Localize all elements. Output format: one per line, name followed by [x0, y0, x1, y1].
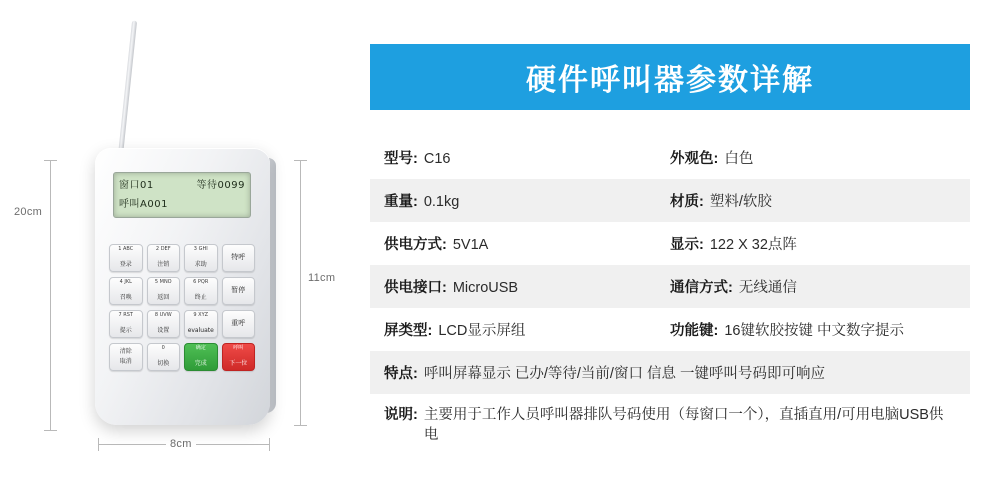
key-9-bottom: evaluate — [187, 327, 214, 334]
screen-window-label: 窗口01 — [119, 180, 154, 191]
spec-value: 塑料/软胶 — [709, 193, 772, 210]
key-6-top: 6 PQR — [193, 279, 209, 285]
key-2-bottom: 注销 — [157, 261, 170, 268]
key-call-top: 呼叫 — [233, 345, 244, 351]
spec-row — [370, 351, 970, 394]
key-8-bottom: 设置 — [157, 327, 170, 334]
spec-row — [370, 222, 970, 265]
key-clear-bottom: 取消 — [119, 358, 132, 365]
key-2[interactable] — [147, 244, 181, 272]
key-5-top: 5 MNO — [154, 279, 172, 285]
spec-title-banner: 硬件呼叫器参数详解 — [370, 44, 970, 110]
spec-value: 呼叫屏幕显示 已办/等待/当前/窗口 信息 一键呼叫号码即可响应 — [423, 365, 826, 382]
height-dimension-line — [50, 160, 51, 430]
spec-value: C16 — [423, 150, 451, 167]
spec-cell-communication — [670, 276, 956, 298]
key-pause-label: 暂停 — [231, 286, 246, 294]
body-height-dimension-tick-top — [294, 160, 307, 161]
device-lcd-screen — [113, 172, 251, 218]
key-4-bottom: 召唤 — [119, 294, 132, 301]
key-3[interactable] — [184, 244, 218, 272]
screen-line-2: 呼叫A001 — [119, 199, 168, 210]
key-call-bottom: 下一位 — [229, 360, 248, 367]
height-dimension-label: 20cm — [14, 206, 43, 218]
spec-cell-color — [670, 147, 956, 169]
spec-cell-screen-type — [384, 319, 670, 341]
key-special-call[interactable] — [222, 244, 256, 272]
key-7-bottom: 提示 — [119, 327, 132, 334]
key-3-bottom: 求助 — [194, 261, 207, 268]
screen-waiting-label: 等待0099 — [196, 180, 245, 191]
spec-row — [370, 136, 970, 179]
height-dimension-tick-top — [44, 160, 57, 161]
spec-value: 16键软胶按键 中文数字提示 — [724, 322, 904, 339]
key-0-bottom: 切换 — [157, 360, 170, 367]
key-7[interactable] — [109, 310, 143, 338]
spec-value: 5V1A — [452, 236, 489, 253]
key-call[interactable] — [222, 343, 256, 371]
spec-value: 主要用于工作人员呼叫器排队号码使用（每窗口一个），直插直用/可用电脑USB供电 — [423, 407, 944, 443]
spec-cell-material — [670, 190, 956, 212]
height-dimension-tick-bottom — [44, 430, 57, 431]
spec-cell-features — [384, 362, 956, 384]
key-recall-label: 重呼 — [231, 319, 246, 327]
spec-value: 无线通信 — [738, 279, 797, 296]
width-dimension-tick-left — [98, 438, 99, 451]
spec-key: 重量: — [384, 193, 418, 210]
spec-row — [370, 308, 970, 351]
spec-key: 显示: — [670, 236, 704, 253]
key-1-bottom: 登录 — [119, 261, 132, 268]
spec-key: 外观色: — [670, 150, 719, 167]
body-height-dimension-label: 11cm — [308, 272, 336, 284]
spec-value: MicroUSB — [452, 279, 519, 296]
key-1-top: 1 ABC — [118, 246, 134, 252]
spec-cell-weight — [384, 190, 670, 212]
key-confirm-bottom: 完成 — [194, 360, 207, 367]
key-8-top: 8 UVW — [154, 312, 172, 318]
spec-key: 型号: — [384, 150, 418, 167]
spec-key: 屏类型: — [384, 322, 433, 339]
spec-cell-function-keys — [670, 319, 956, 341]
spec-cell-description — [384, 403, 956, 445]
key-6[interactable] — [184, 277, 218, 305]
key-recall[interactable] — [222, 310, 256, 338]
spec-cell-power-port — [384, 276, 670, 298]
key-7-top: 7 RST — [118, 312, 133, 318]
spec-value: 122 X 32点阵 — [709, 236, 797, 253]
spec-value: LCD显示屏组 — [438, 322, 526, 339]
spec-key: 功能键: — [670, 322, 719, 339]
spec-value: 白色 — [724, 150, 754, 167]
width-dimension-label: 8cm — [166, 438, 196, 450]
width-dimension-tick-right — [269, 438, 270, 451]
spec-key: 材质: — [670, 193, 704, 210]
key-3-top: 3 GHI — [193, 246, 208, 252]
spec-cell-display — [670, 233, 956, 255]
spec-row — [370, 265, 970, 308]
spec-key: 通信方式: — [670, 279, 733, 296]
device-keypad[interactable] — [109, 244, 255, 371]
key-clear[interactable] — [109, 343, 143, 371]
key-9-top: 9 XYZ — [193, 312, 209, 318]
spec-key: 供电方式: — [384, 236, 447, 253]
key-4-top: 4 JKL — [119, 279, 132, 285]
key-1[interactable] — [109, 244, 143, 272]
body-height-dimension-line — [300, 160, 301, 425]
antenna — [118, 20, 137, 155]
spec-row — [370, 394, 970, 454]
key-special-call-label: 特呼 — [231, 253, 246, 261]
spec-table — [370, 136, 970, 454]
spec-cell-model — [384, 147, 670, 169]
key-2-top: 2 DEF — [155, 246, 171, 252]
spec-key: 供电接口: — [384, 279, 447, 296]
key-confirm[interactable] — [184, 343, 218, 371]
key-4[interactable] — [109, 277, 143, 305]
key-confirm-top: 确定 — [195, 345, 206, 351]
spec-key: 特点: — [384, 365, 418, 382]
key-0[interactable] — [147, 343, 181, 371]
key-8[interactable] — [147, 310, 181, 338]
spec-cell-power-supply — [384, 233, 670, 255]
spec-key: 说明: — [384, 407, 418, 423]
key-6-bottom: 终止 — [194, 294, 207, 301]
spec-panel — [370, 44, 970, 454]
body-height-dimension-tick-bottom — [294, 425, 307, 426]
key-5-bottom: 返回 — [157, 294, 170, 301]
screen-line-1 — [119, 176, 245, 195]
key-clear-top: 清除 — [119, 348, 132, 355]
key-pause[interactable] — [222, 277, 256, 305]
spec-row — [370, 179, 970, 222]
key-0-top: 0 — [161, 345, 165, 351]
caller-device-body — [95, 148, 270, 425]
key-9[interactable] — [184, 310, 218, 338]
spec-value: 0.1kg — [423, 193, 460, 210]
key-5[interactable] — [147, 277, 181, 305]
product-image-panel — [0, 0, 350, 492]
